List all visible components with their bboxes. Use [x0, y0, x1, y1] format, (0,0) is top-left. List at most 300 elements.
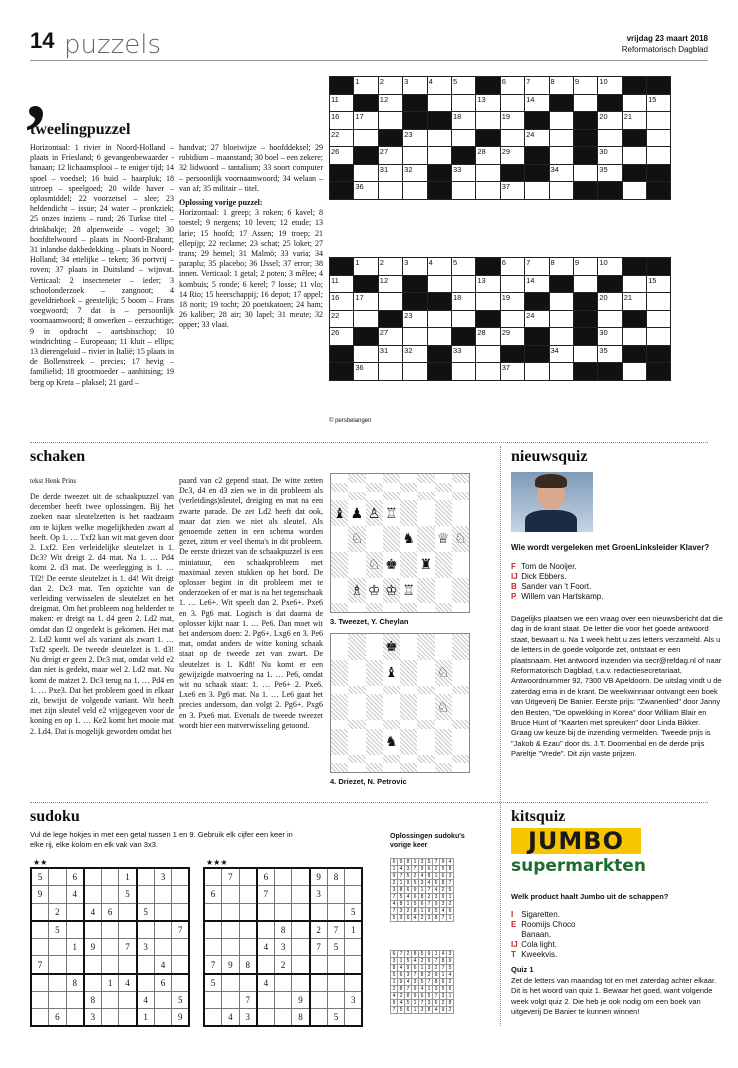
sudoku-cell: 2 [440, 887, 447, 894]
sudoku-cell: 2 [440, 1000, 447, 1007]
crossword-cell [573, 310, 597, 328]
crossword-cell: 29 [500, 147, 524, 165]
sudoku-cell: 8 [412, 908, 419, 915]
crossword-cell [647, 345, 671, 363]
column-divider [500, 446, 501, 1026]
crossword-cell [403, 147, 427, 165]
sudoku-cell[interactable] [292, 956, 310, 974]
crossword-cell [354, 164, 378, 182]
sudoku-cell: 4 [440, 951, 447, 958]
sudoku-cell: 9 [391, 873, 398, 880]
stars-1: ★★ [33, 858, 48, 867]
sudoku-cell: 9 [172, 1009, 190, 1027]
chess-square [452, 483, 469, 492]
sudoku-cell: 6 [398, 972, 405, 979]
sudoku-cell[interactable] [204, 921, 222, 939]
crossword-cell [378, 182, 402, 200]
sudoku-cell: 7 [391, 908, 398, 915]
chess-square: ♙ [366, 500, 383, 526]
sudoku-cell[interactable] [239, 974, 257, 992]
sudoku-cell: 6 [426, 866, 433, 873]
sudoku-cell: 8 [66, 974, 84, 992]
crossword-cell [451, 363, 475, 381]
sudoku-cell: 8 [419, 972, 426, 979]
chess-square [417, 603, 434, 612]
sudoku-cell[interactable] [257, 956, 275, 974]
crossword-cell: 9 [573, 258, 597, 276]
crossword-cell [622, 129, 646, 147]
crossword-cell: 2 [378, 77, 402, 95]
crossword-cell: 30 [598, 147, 622, 165]
sudoku-cell[interactable] [310, 974, 328, 992]
sudoku-cell[interactable] [154, 938, 172, 956]
sudoku-cell: 6 [66, 868, 84, 886]
schaken-text-col2: paard van c2 gepend staat. De witte zetten Dc3, d4 en d3 zien we in dit probleem als (verleidings)sleutel, dreiging en mat na een zwarte parade. De zet Ld2 heeft dat ook, maar dat zien we niet als sleutel. Als genoemde zetten in een schema worden gezet, zitten er veel thema's in dit probleem. De eerste driezet van de schaakpuzzel is een miniatuur, een schaakprobleem met maximaal zeven stukken op het bord. De oplosser begint in dit probleem met te onderzoeken of er mat is na het tegenschaak 1. … Le6+. Wit speelt dan 2. Pxe6+. Pxe6 en 3. Pg6 mat. Logisch is dat daarna de oplosser kijkt naar 1. … Pe6. Dan moet wit het andersom doen: 2. Pg6+. Lxg6 en 3. Pe6 mat, omdat anders de witte koning schaak staat op de tweede zet van zwart. De sleutelzet is 1. Kd8! Nu komt er een gewijzigde matvoering na 1. … Pe6, omdat wit nu schaak staat: 1. … Pe6+ 2. Pxe6. Lxe6 en 3. Pg6 mat. Na 1. … Le6 gaat het precies andersom, dan volgt 2. Pg6+. Pxg6 en 3. Pxe6 mat. Evenals de tweede tweezet wordt hier een matverwisseling getoond. [179, 476, 323, 730]
sudoku-cell: 5 [391, 915, 398, 922]
sudoku-cell[interactable] [101, 921, 119, 939]
sudoku-cell[interactable] [257, 921, 275, 939]
sudoku-cell[interactable] [310, 991, 328, 1009]
sudoku-cell: 9 [440, 1007, 447, 1014]
sudoku-cell[interactable] [84, 868, 102, 886]
chess-square: ♟ [350, 504, 364, 521]
sudoku-cell: 1 [119, 868, 137, 886]
sudoku-cell[interactable] [327, 991, 345, 1009]
sudoku-cell[interactable] [345, 938, 363, 956]
chess-square [348, 474, 365, 483]
sudoku-cell[interactable] [204, 938, 222, 956]
sudoku-cell[interactable] [137, 886, 155, 904]
sudoku-cell[interactable] [292, 921, 310, 939]
crossword-cell: 16 [330, 112, 354, 130]
sudoku-cell[interactable] [239, 921, 257, 939]
nieuwsquiz-question: Wie wordt vergeleken met GroenLinksleider Klaver? [511, 543, 710, 552]
crossword-cell [378, 363, 402, 381]
crossword-cell: 30 [598, 328, 622, 346]
sudoku-cell[interactable] [292, 938, 310, 956]
chess-square [452, 552, 469, 578]
sudoku-cell: 5 [426, 859, 433, 866]
sudoku-cell[interactable] [204, 1009, 222, 1027]
crossword-cell: 5 [451, 77, 475, 95]
crossword-cell: 32 [403, 345, 427, 363]
sudoku-cell[interactable] [84, 921, 102, 939]
sudoku-cell: 5 [440, 866, 447, 873]
crossword-cell [525, 147, 549, 165]
sudoku-cell[interactable] [204, 903, 222, 921]
crossword-cell: 28 [476, 328, 500, 346]
chess-square [383, 526, 400, 552]
sudoku-cell[interactable] [274, 868, 292, 886]
sudoku-cell[interactable] [101, 1009, 119, 1027]
sudoku-cell: 5 [137, 903, 155, 921]
sudoku-cell: 1 [447, 993, 454, 1000]
sudoku-cell[interactable] [101, 868, 119, 886]
crossword-cell: 11 [330, 94, 354, 112]
sudoku-cell: 4 [154, 956, 172, 974]
sudoku-cell[interactable] [292, 868, 310, 886]
sudoku-cell[interactable] [31, 1009, 49, 1027]
sudoku-cell[interactable] [172, 903, 190, 921]
sudoku-cell[interactable] [49, 886, 67, 904]
sudoku-cell: 4 [426, 880, 433, 887]
crossword-cell: 1 [354, 77, 378, 95]
crossword-cell: 10 [598, 258, 622, 276]
sudoku-cell: 2 [398, 993, 405, 1000]
sudoku-cell: 3 [447, 873, 454, 880]
sudoku-cell[interactable] [274, 886, 292, 904]
crossword-cell: 23 [403, 129, 427, 147]
sudoku-cell: 9 [412, 986, 419, 993]
sudoku-cell: 7 [31, 956, 49, 974]
sudoku-cell[interactable] [172, 938, 190, 956]
chess-square [348, 634, 365, 660]
sudoku-cell: 5 [327, 1009, 345, 1027]
sudoku-cell[interactable] [119, 956, 137, 974]
sudoku-cell: 6 [412, 894, 419, 901]
chess-square [366, 483, 383, 492]
sudoku-cell: 5 [119, 886, 137, 904]
tweeling-clues-col1: Horizontaal: 1 rivier in Noord-Holland – plaats in Friesland; 6 gevangenbewaarder - banaan; 12 lichaamsplooi – te eniger tijd; 14 spoel – voedsel; 16 huid – haarpluk; 18 uitroep – speelgoed; 20 wilde haver – oplosmiddel; 22 voorzetsel – slee; 23 heldendicht – issue; 24 water – pronkziek; 25 onzes inziens – rund; 26 Turkse titel – drinkbakje; 28 alpenweide – vogel; 30 hoofdtelwoord – plaats in Noord-Brabant; 31 inlandse dakbedekking – plaats in Noord-Holland; 34 ettelijke – teken; 36 portvrij – roven; 37 plaats in Duitsland – wijnvat. Verticaal: 2 insecteneter – ieder; 3 schoolonderzoek – zangnoot; 4 geveldriehoek – geestelijk; 5 boom – Frans voegwoord; 7 dat is – persoonlijk voornaamwoord; 8 onwerken – eerzuchtige; 9 in opdracht – aartsbisschop; 10 windrichting – Europeaan; 11 kluit – ellips; 13 dierengeluid – rivier in Italië; 15 plaats in de Bollenstreek – precies; 17 hevig – familielid; 18 grootmoeder – aanhitsing; 19 berg op Kreta – plaksel; 21 gard – [30, 143, 174, 387]
sudoku-cell[interactable] [327, 974, 345, 992]
sudoku-cell[interactable] [119, 903, 137, 921]
sudoku-cell[interactable] [49, 868, 67, 886]
crossword-cell [476, 345, 500, 363]
crossword-cell [525, 164, 549, 182]
sudoku-cell: 1 [447, 894, 454, 901]
sudoku-cell: 4 [66, 886, 84, 904]
chess-square [417, 729, 434, 755]
sudoku-cell[interactable] [137, 956, 155, 974]
chess-square [331, 603, 348, 612]
sudoku-cell: 7 [391, 1007, 398, 1014]
sudoku-cell[interactable] [274, 991, 292, 1009]
sudoku-cell: 7 [405, 986, 412, 993]
sudoku-cell[interactable] [84, 956, 102, 974]
sudoku-cell: 4 [447, 972, 454, 979]
chess-square [435, 474, 452, 483]
crossword-cell [622, 147, 646, 165]
crossword-cell [476, 182, 500, 200]
sudoku-cell[interactable] [137, 974, 155, 992]
crossword-cell: 27 [378, 328, 402, 346]
chess-square [366, 660, 383, 686]
crossword-cell: 12 [378, 275, 402, 293]
sudoku-cell[interactable] [239, 868, 257, 886]
sudoku-cell[interactable] [327, 956, 345, 974]
sudoku-cell[interactable] [172, 886, 190, 904]
crossword-cell: 31 [378, 345, 402, 363]
chess-square [435, 578, 452, 604]
sudoku-cell[interactable] [239, 938, 257, 956]
crossword-table [329, 76, 671, 200]
sudoku-cell: 2 [433, 866, 440, 873]
chess-square [348, 686, 365, 695]
sudoku-cell: 4 [447, 859, 454, 866]
sudoku-cell[interactable] [66, 903, 84, 921]
sudoku-cell[interactable] [345, 1009, 363, 1027]
chess-square [348, 483, 365, 492]
sudoku-cell[interactable] [66, 991, 84, 1009]
sudoku-cell[interactable] [257, 1009, 275, 1027]
sudoku-cell: 9 [440, 894, 447, 901]
chess-square: ♘ [348, 526, 365, 552]
sudoku-cell[interactable] [310, 956, 328, 974]
nieuwsquiz-title: nieuwsquiz [511, 448, 588, 465]
sudoku-cell[interactable] [66, 956, 84, 974]
sudoku-cell: 1 [412, 859, 419, 866]
sudoku-cell: 7 [119, 938, 137, 956]
sudoku-cell[interactable] [292, 903, 310, 921]
crossword-cell [378, 129, 402, 147]
crossword-cell [525, 182, 549, 200]
sudoku-title: sudoku [30, 808, 80, 825]
sudoku-cell: 2 [310, 921, 328, 939]
sudoku-cell: 4 [440, 908, 447, 915]
sudoku-cell: 6 [412, 965, 419, 972]
crossword-cell [403, 293, 427, 311]
sudoku-cell[interactable] [31, 991, 49, 1009]
crossword-cell [427, 345, 451, 363]
sudoku-cell: 1 [391, 866, 398, 873]
sudoku-cell[interactable] [49, 956, 67, 974]
sudoku-cell: 4 [412, 958, 419, 965]
sudoku-cell[interactable] [222, 886, 240, 904]
crossword-cell: 17 [354, 112, 378, 130]
sudoku-cell: 7 [433, 859, 440, 866]
chess-square: ♗ [348, 578, 365, 604]
sudoku-cell[interactable] [101, 886, 119, 904]
comma-logo: , [26, 48, 46, 136]
stars-2: ★★★ [206, 858, 228, 867]
crossword-cell [598, 94, 622, 112]
crossword-cell [647, 77, 671, 95]
sudoku-cell[interactable] [172, 974, 190, 992]
sudoku-cell[interactable] [154, 921, 172, 939]
sudoku-cell[interactable] [222, 903, 240, 921]
chess-square [435, 686, 452, 695]
sudoku-cell: 5 [405, 958, 412, 965]
sudoku-cell: 8 [433, 979, 440, 986]
sudoku-cell: 2 [419, 958, 426, 965]
sudoku-cell: 2 [391, 986, 398, 993]
crossword-cell [427, 182, 451, 200]
sudoku-cell: 3 [405, 972, 412, 979]
sudoku-cell[interactable] [222, 921, 240, 939]
sudoku-cell[interactable] [327, 903, 345, 921]
sudoku-cell: 3 [426, 915, 433, 922]
kitsquiz-text: Zet de letters van maandag tot en met zaterdag achter elkaar. Dit is het woord van quiz 1. Bewaar het goed, want volgende week volgt quiz 2. Die heb je ook nodig om een boek van uitgeverij De Banier te kunnen winnen! [511, 976, 717, 1017]
chess-square [452, 755, 469, 764]
crossword-cell: 22 [330, 129, 354, 147]
chess-diagram-4 [330, 633, 470, 773]
chess-square [331, 634, 348, 660]
chess-square [331, 694, 348, 720]
sudoku-cell[interactable] [327, 886, 345, 904]
chess-square [417, 483, 434, 492]
sudoku-cell[interactable] [204, 991, 222, 1009]
chess-square [331, 660, 348, 686]
sudoku-cell[interactable] [31, 903, 49, 921]
sudoku-cell[interactable] [31, 938, 49, 956]
sudoku-cell: 8 [405, 859, 412, 866]
crossword-cell [330, 164, 354, 182]
crossword-cell [549, 328, 573, 346]
crossword-cell [622, 310, 646, 328]
chess-square: ♝ [385, 664, 398, 681]
crossword-cell: 9 [573, 77, 597, 95]
crossword-cell [451, 147, 475, 165]
sudoku-cell: 7 [327, 921, 345, 939]
sudoku-cell[interactable] [345, 974, 363, 992]
crossword-cell: 20 [598, 112, 622, 130]
sudoku-cell[interactable] [119, 991, 137, 1009]
sudoku-cell: 7 [412, 866, 419, 873]
divider [30, 802, 708, 803]
crossword-cell [330, 363, 354, 381]
sudoku-cell[interactable] [154, 903, 172, 921]
sudoku-cell[interactable] [172, 868, 190, 886]
crossword-cell [354, 94, 378, 112]
crossword-cell [647, 129, 671, 147]
crossword-cell [573, 328, 597, 346]
crossword-cell: 26 [330, 328, 354, 346]
crossword-cell [647, 112, 671, 130]
crossword-cell [403, 275, 427, 293]
sudoku-solutions-title: Oplossingen sudoku's vorige keer [390, 833, 465, 849]
sudoku-cell: 3 [274, 938, 292, 956]
sudoku-cell[interactable] [137, 868, 155, 886]
crossword-cell [403, 363, 427, 381]
sudoku-cell[interactable] [172, 956, 190, 974]
sudoku-cell[interactable] [345, 868, 363, 886]
chess-square [366, 755, 383, 764]
crossword-cell: 19 [500, 293, 524, 311]
sudoku-cell: 4 [137, 991, 155, 1009]
quiz-option: Banaan. [519, 930, 552, 939]
sudoku-cell: 5 [398, 1007, 405, 1014]
crossword-cell [622, 328, 646, 346]
sudoku-cell[interactable] [239, 903, 257, 921]
sudoku-cell: 5 [447, 887, 454, 894]
sudoku-cell[interactable] [292, 974, 310, 992]
crossword-cell [573, 345, 597, 363]
crossword-cell [427, 147, 451, 165]
crossword-cell [427, 112, 451, 130]
chess-square [452, 578, 469, 604]
sudoku-cell: 9 [222, 956, 240, 974]
sudoku-cell[interactable] [274, 903, 292, 921]
sudoku-cell: 7 [391, 894, 398, 901]
crossword-cell [549, 363, 573, 381]
chess-square: ♘ [435, 660, 452, 686]
crossword-cell: 5 [451, 258, 475, 276]
crossword-cell [573, 293, 597, 311]
sudoku-cell[interactable] [49, 974, 67, 992]
crossword-cell [573, 147, 597, 165]
crossword-cell [476, 77, 500, 95]
sudoku-cell[interactable] [49, 938, 67, 956]
sudoku-cell[interactable] [84, 974, 102, 992]
crossword-cell [525, 345, 549, 363]
sudoku-cell: 4 [405, 894, 412, 901]
crossword-cell [476, 310, 500, 328]
sudoku-cell: 9 [31, 886, 49, 904]
sudoku-cell: 6 [405, 887, 412, 894]
sudoku-cell[interactable] [154, 886, 172, 904]
sudoku-cell[interactable] [222, 974, 240, 992]
sudoku-cell[interactable] [204, 868, 222, 886]
sudoku-cell: 5 [398, 894, 405, 901]
sudoku-cell[interactable] [101, 991, 119, 1009]
crossword-cell [647, 310, 671, 328]
sudoku-cell: 8 [405, 993, 412, 1000]
sudoku-cell[interactable] [66, 921, 84, 939]
sudoku-cell[interactable] [154, 991, 172, 1009]
sudoku-cell[interactable] [31, 921, 49, 939]
crossword-cell [476, 164, 500, 182]
sudoku-cell[interactable] [101, 938, 119, 956]
sudoku-cell[interactable] [119, 921, 137, 939]
sudoku-cell[interactable] [257, 903, 275, 921]
sudoku-cell[interactable] [345, 956, 363, 974]
sudoku-cell[interactable] [49, 991, 67, 1009]
sudoku-cell[interactable] [274, 974, 292, 992]
sudoku-cell[interactable] [119, 1009, 137, 1027]
sudoku-intro: Vul de lege hokjes in met een getal tussen 1 en 9. Gebruik elk cijfer een keer in elke rij, elke kolom en elk vak van 3x3. [30, 830, 293, 849]
sudoku-cell[interactable] [310, 1009, 328, 1027]
sudoku-cell: 6 [49, 1009, 67, 1027]
quiz-option: IJ Dick Ebbers. [511, 572, 567, 581]
crossword-cell [622, 258, 646, 276]
sudoku-cell: 7 [440, 965, 447, 972]
quiz-option: B Sander van 't Foort. [511, 582, 592, 591]
sudoku-cell[interactable] [137, 921, 155, 939]
sudoku-cell[interactable] [274, 1009, 292, 1027]
chess-square [331, 552, 348, 578]
sudoku-cell: 8 [391, 965, 398, 972]
crossword-cell [500, 129, 524, 147]
sudoku-cell[interactable] [257, 991, 275, 1009]
sudoku-cell[interactable] [310, 903, 328, 921]
sudoku-cell: 5 [447, 965, 454, 972]
sudoku-cell: 3 [412, 979, 419, 986]
sudoku-cell: 6 [426, 958, 433, 965]
sudoku-cell: 3 [84, 1009, 102, 1027]
sudoku-cell: 7 [426, 901, 433, 908]
sudoku-cell[interactable] [222, 991, 240, 1009]
schaken-title: schaken [30, 448, 86, 465]
sudoku-cell: 5 [412, 880, 419, 887]
chess-square [366, 526, 383, 552]
sudoku-cell: 5 [440, 986, 447, 993]
sudoku-cell[interactable] [66, 1009, 84, 1027]
chess-square [452, 763, 469, 772]
sudoku-cell[interactable] [345, 886, 363, 904]
chess-square: ♔ [383, 578, 400, 604]
crossword-cell [476, 363, 500, 381]
sudoku-cell: 7 [398, 873, 405, 880]
sudoku-cell: 6 [204, 886, 222, 904]
sudoku-cell: 2 [426, 894, 433, 901]
sudoku-cell[interactable] [239, 886, 257, 904]
sudoku-cell[interactable] [292, 886, 310, 904]
sudoku-cell[interactable] [222, 938, 240, 956]
sudoku-cell[interactable] [31, 974, 49, 992]
sudoku-cell[interactable] [84, 886, 102, 904]
sudoku-cell[interactable] [154, 1009, 172, 1027]
sudoku-cell[interactable] [101, 956, 119, 974]
